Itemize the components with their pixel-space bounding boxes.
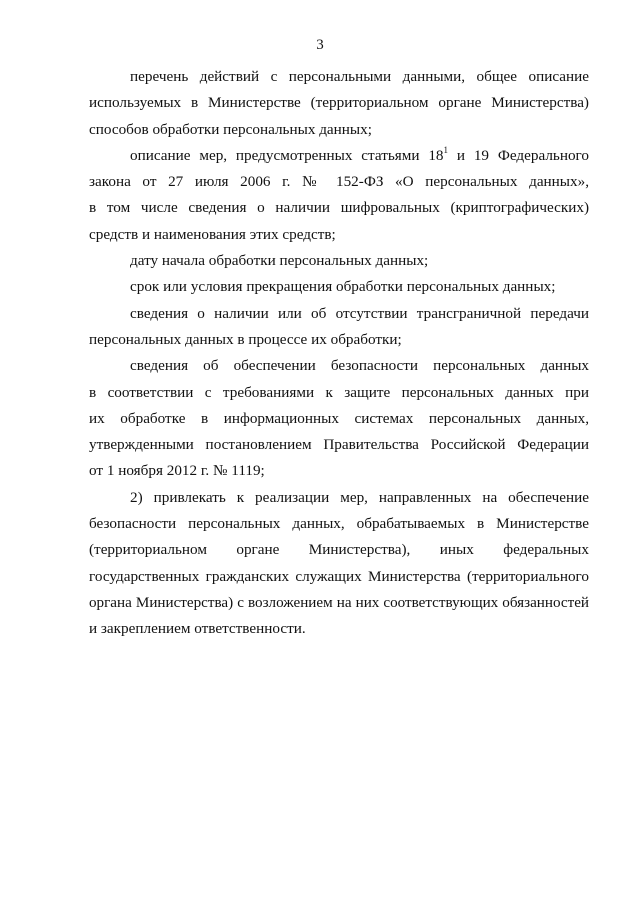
text-line: сведения о наличии или об отсутствии трансграничной передачи xyxy=(130,304,589,322)
page-number: 3 xyxy=(316,37,324,53)
paragraph-security xyxy=(89,353,589,484)
text-line: в том числе сведения о наличии шифровальных (криптографических) xyxy=(89,199,589,217)
text-line: безопасности персональных данных, обрабатываемых в Министерстве xyxy=(89,515,589,533)
text-line: срок или условия прекращения обработки персональных данных; xyxy=(130,278,556,296)
paragraph-actions-list xyxy=(89,64,589,143)
text-line: 2) привлекать к реализации мер, направленных на обеспечение xyxy=(130,488,589,506)
text-line: государственных гражданских служащих Министерства (территориального xyxy=(89,567,589,585)
text-line: их обработке в информационных системах персональных данных, xyxy=(89,409,589,427)
paragraph-item-2 xyxy=(89,485,589,643)
paragraph-termination xyxy=(89,274,589,300)
text-line xyxy=(89,143,589,169)
paragraph-cross-border xyxy=(89,301,589,354)
text-line: от 1 ноября 2012 г. № 1119; xyxy=(89,462,265,480)
text-fragment: описание мер, предусмотренных статьями 18 xyxy=(130,146,444,164)
text-line: сведения об обеспечении безопасности персональных данных xyxy=(130,357,589,375)
text-line: используемых в Министерстве (территориальном органе Министерства) xyxy=(89,94,589,112)
text-line: в соответствии с требованиями к защите персональных данных при xyxy=(89,383,589,401)
text-line: (территориальном органе Министерства), иных федеральных xyxy=(89,541,589,559)
text-line: утвержденными постановлением Правительства Российской Федерации xyxy=(89,436,589,454)
text-line: средств и наименования этих средств; xyxy=(89,225,336,243)
text-line: способов обработки персональных данных; xyxy=(89,120,372,138)
text-line: закона от 27 июля 2006 г. № 152-ФЗ «О персональных данных», xyxy=(89,173,589,191)
superscript: 1 xyxy=(443,144,449,155)
document-body xyxy=(89,64,589,643)
paragraph-measures-description xyxy=(89,143,589,248)
text-fragment: и 19 Федерального xyxy=(448,146,589,164)
text-line: и закреплением ответственности. xyxy=(89,620,306,638)
paragraph-start-date xyxy=(89,248,589,274)
text-line: органа Министерства) с возложением на них соответствующих обязанностей xyxy=(89,594,589,611)
text-line: персональных данных в процессе их обработки; xyxy=(89,330,402,348)
text-line: перечень действий с персональными данными, общее описание xyxy=(130,68,589,85)
text-line: дату начала обработки персональных данных; xyxy=(130,252,429,270)
